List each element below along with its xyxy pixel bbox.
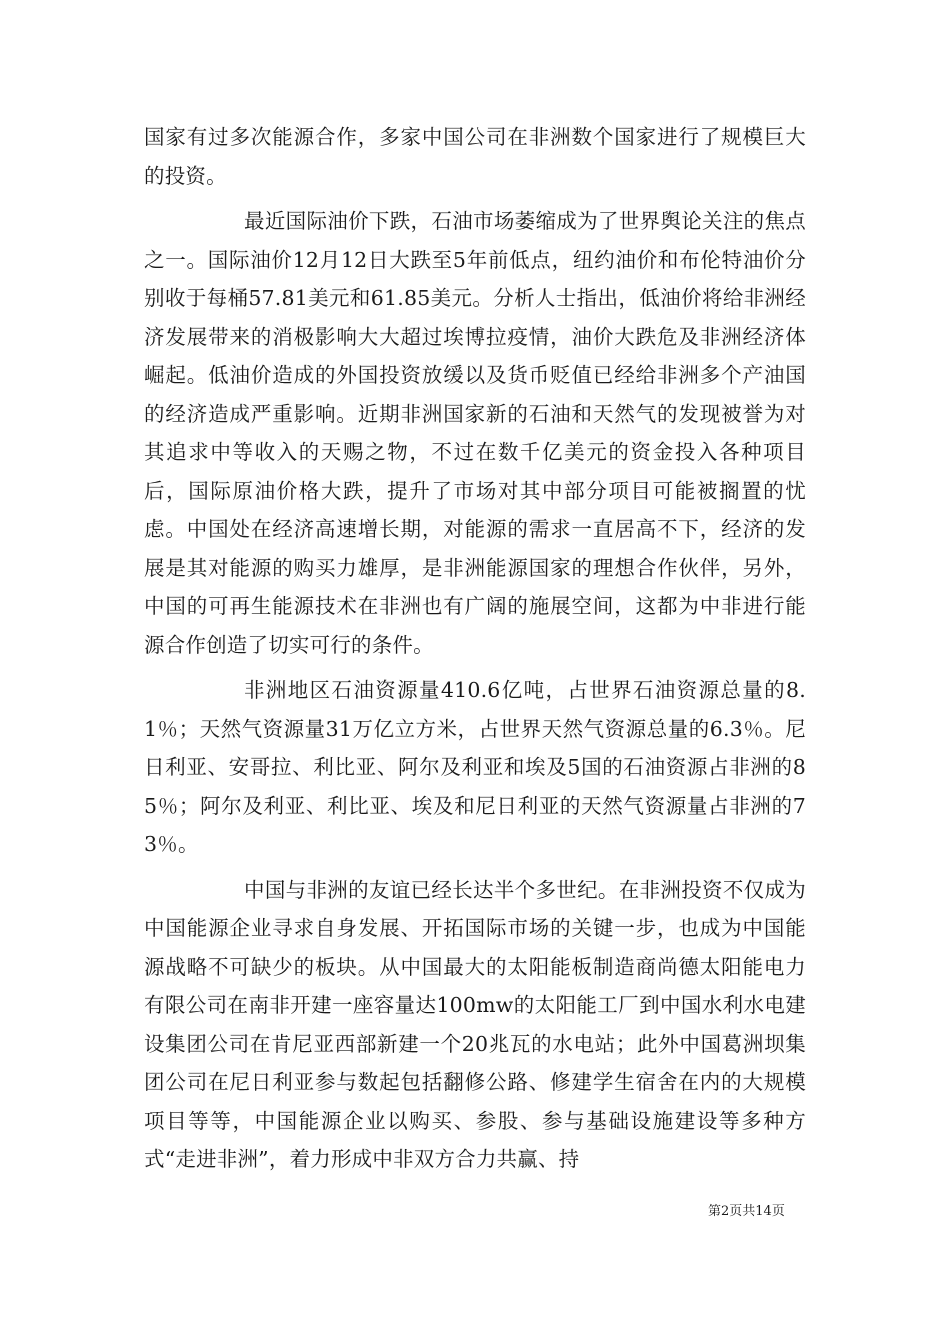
paragraph-resources: 非洲地区石油资源量410.6亿吨，占世界石油资源总量的8.1％；天然气资源量31万亿立方米，占世界天然气资源总量的6.3％。尼日利亚、安哥拉、利比亚、阿尔及利亚和埃及5国的石油资源占非洲的85％；阿尔及利亚、利比亚、埃及和尼日利亚的天然气资源量占非洲的73％。 — [144, 678, 806, 856]
paragraph-oil-price: 最近国际油价下跌，石油市场萎缩成为了世界舆论关注的焦点之一。国际油价12月12日大跌至5年前低点，纽约油价和布伦特油价分别收于每桶57.81美元和61.85美元。分析人士指出，低油价将给非洲经济发展带来的消极影响大大超过埃博拉疫情，油价大跌危及非洲经济体崛起。低油价造成的外国投资放缓以及货币贬值已经给非洲多个产油国的经济造成严重影响。近期非洲国家新的石油和天然气的发现被誉为对其追求中等收入的天赐之物，不过在数千亿美元的资金投入各种项目后，国际原油价格大跌，提升了市场对其中部分项目可能被搁置的忧虑。中国处在经济高速增长期，对能源的需求一直居高不下，经济的发展是其对能源的购买力雄厚，是非洲能源国家的理想合作伙伴，另外，中国的可再生能源技术在非洲也有广阔的施展空间，这都为中非进行能源合作创造了切实可行的条件。 — [144, 209, 806, 657]
page-number: 第2页共14页 — [708, 1204, 785, 1219]
paragraph-continuation: 国家有过多次能源合作，多家中国公司在非洲数个国家进行了规模巨大的投资。 — [144, 125, 806, 188]
paragraph-friendship: 中国与非洲的友谊已经长达半个多世纪。在非洲投资不仅成为中国能源企业寻求自身发展、开拓国际市场的关键一步，也成为中国能源战略不可缺少的板块。从中国最大的太阳能板制造商尚德太阳能电力有限公司在南非开建一座容量达100mw的太阳能工厂到中国水利水电建设集团公司在肯尼亚西部新建一个20兆瓦的水电站；此外中国葛洲坝集团公司在尼日利亚参与数起包括翻修公路、修建学生宿舍在内的大规模项目等等，中国能源企业以购买、参股、参与基础设施建设等多种方式“走进非洲”，着力形成中非双方合力共赢、持 — [144, 877, 806, 1171]
document-body — [144, 118, 806, 1186]
